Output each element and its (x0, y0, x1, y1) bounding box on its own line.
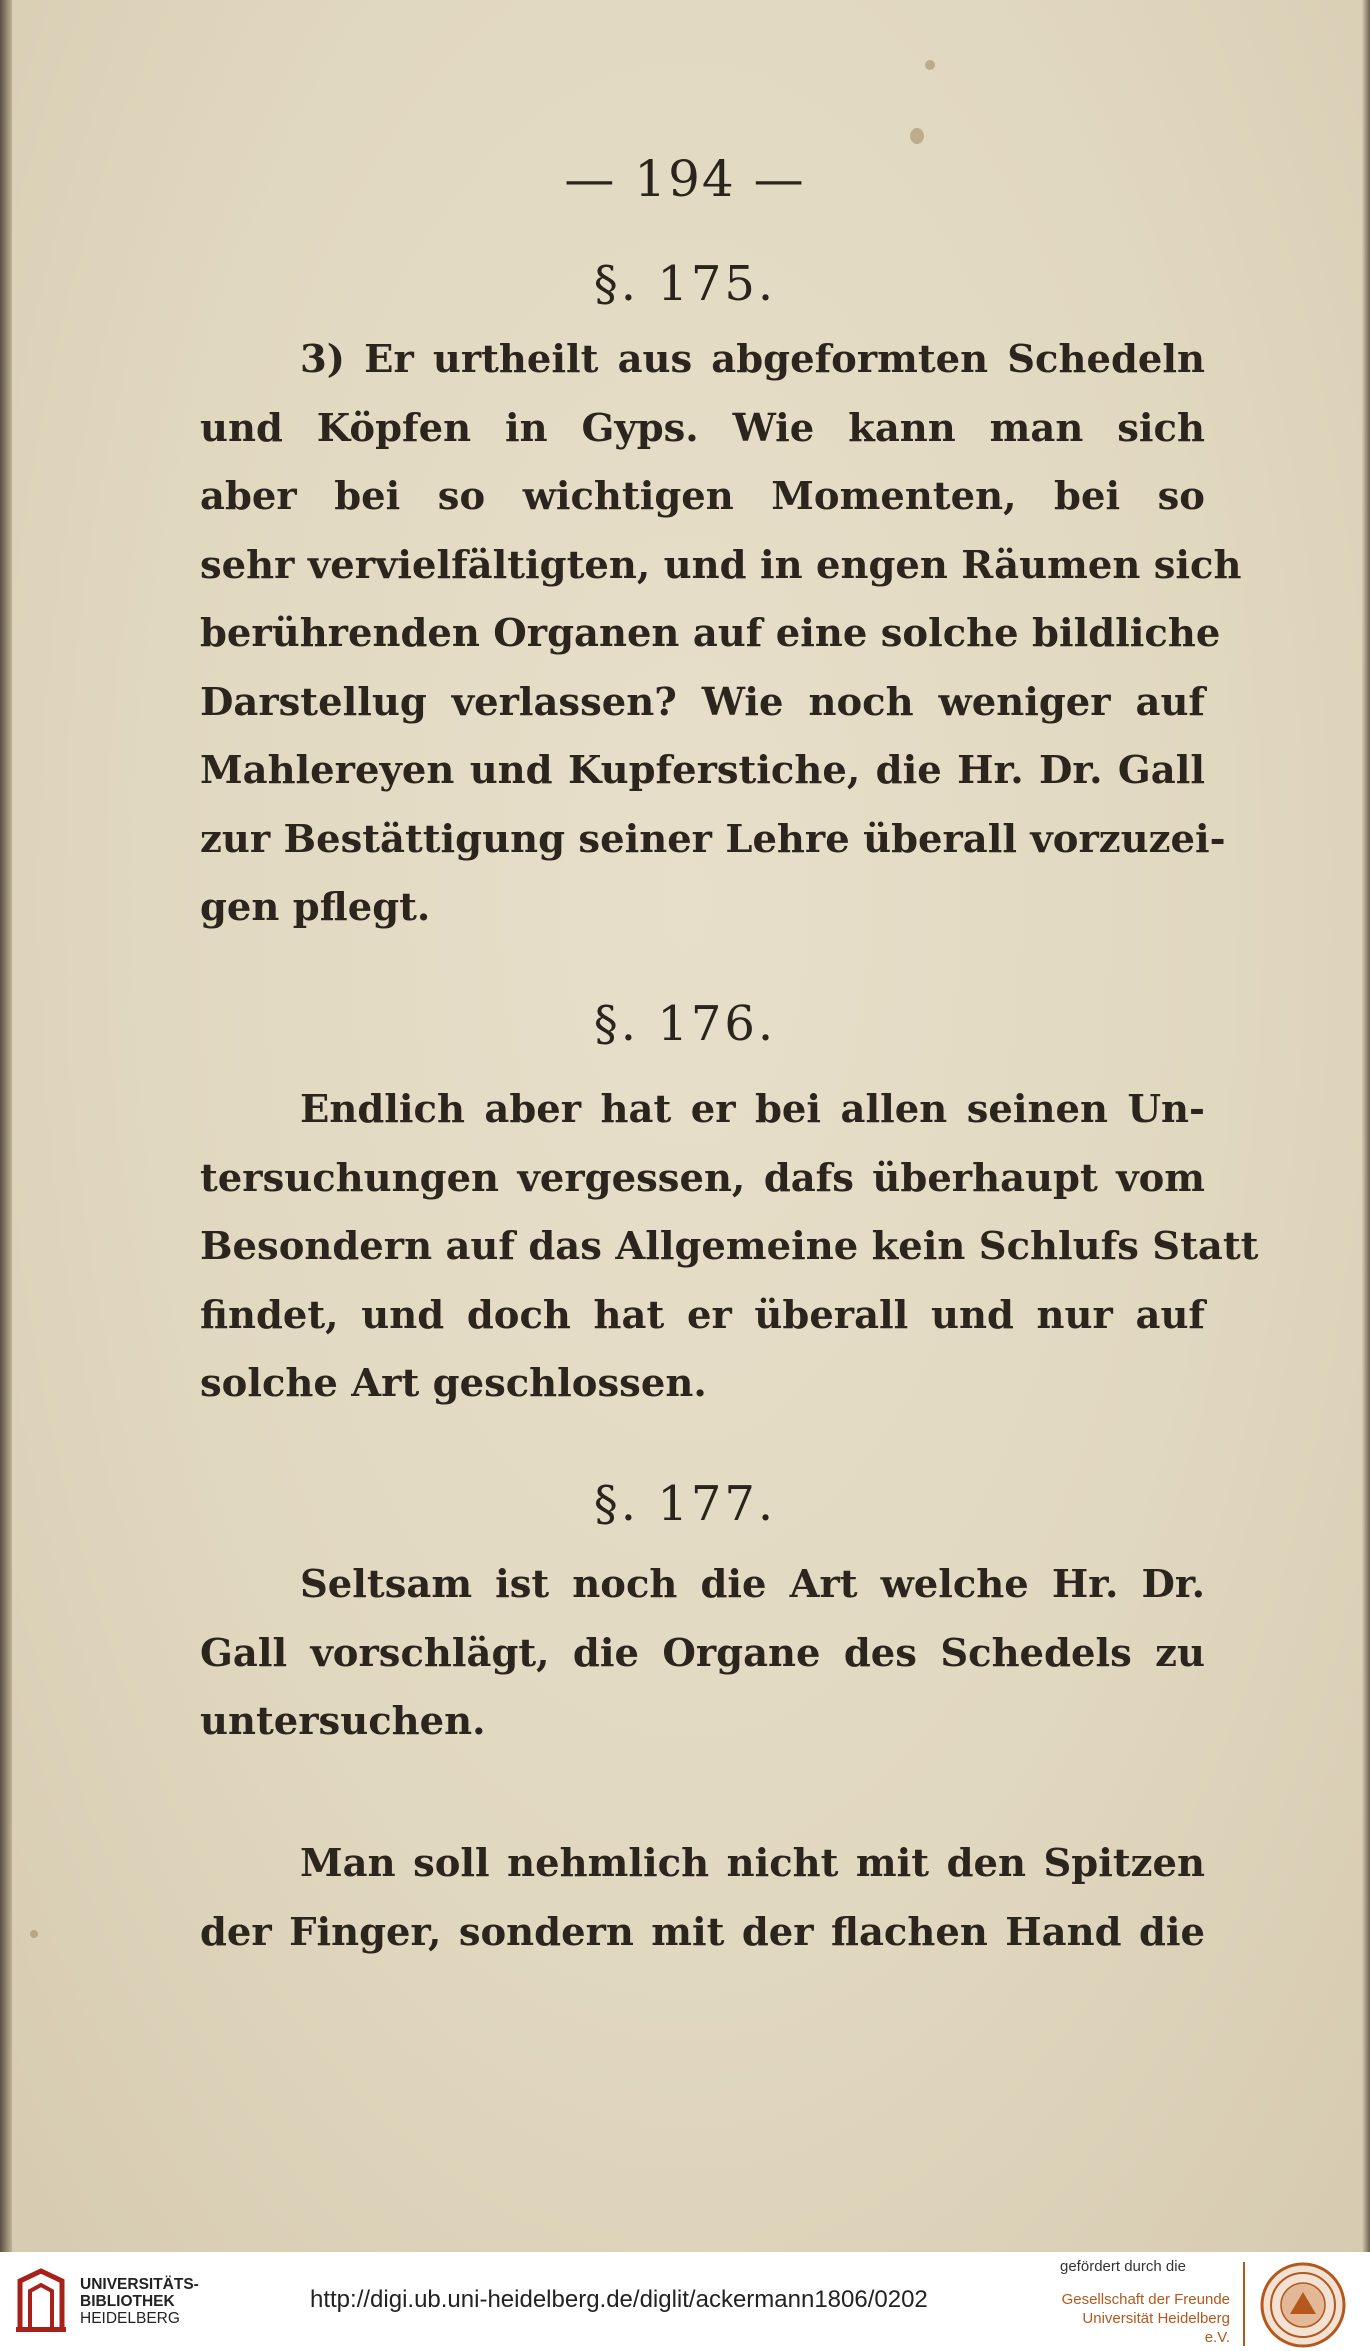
text-line: tersuchungen vergessen, dafs überhaupt vom (200, 1155, 1205, 1201)
text-line: zur Bestättigung seiner Lehre überall vorzuzei- (200, 816, 1226, 862)
society-name-line1: Gesellschaft der Freunde (1061, 2291, 1230, 2308)
text-line: Endlich aber hat er bei allen seinen Un- (300, 1087, 1205, 1132)
text-line: 3) Er urtheilt aus abgeformten Schedeln (300, 337, 1205, 382)
university-library-logo-icon (14, 2267, 68, 2337)
text-line: und Köpfen in Gyps. Wie kann man sich (200, 405, 1205, 451)
page-number: — 194 — (564, 150, 806, 208)
text-line: sehr vervielfältigten, und in engen Räumen sich (200, 542, 1242, 588)
text-line: der Finger, sondern mit der flachen Hand die (200, 1909, 1205, 1955)
paragraph-176 (200, 1076, 1259, 1419)
footer-divider (1243, 2262, 1245, 2346)
library-name-line2: BIBLIOTHEK (80, 2293, 175, 2310)
text-line: Darstellug verlassen? Wie noch weniger auf (200, 679, 1205, 725)
text-line: Seltsam ist noch die Art welche Hr. Dr. (300, 1562, 1205, 1607)
library-name-line3: HEIDELBERG (80, 2310, 180, 2327)
text-line: Besondern auf das Allgemeine kein Schlufs Statt (200, 1224, 1259, 1269)
text-line: Man soll nehmlich nicht mit den Spitzen (300, 1841, 1205, 1886)
text-line: aber bei so wichtigen Momenten, bei so (200, 474, 1205, 519)
university-seal-icon (1260, 2262, 1346, 2348)
text-line: gen pflegt. (200, 885, 431, 930)
library-name-line1: UNIVERSITÄTS- (80, 2276, 199, 2293)
text-line: Gall vorschlägt, die Organe des Schedels zu (200, 1630, 1205, 1676)
paper-stain (30, 1930, 38, 1938)
text-line: Mahlereyen und Kupferstiche, die Hr. Dr. Gall (200, 748, 1205, 793)
section-heading-175: §. 175. (593, 256, 777, 312)
paper-stain (925, 60, 935, 70)
text-line: solche Art geschlossen. (200, 1361, 707, 1406)
paper-stain (910, 128, 924, 144)
text-line: berührenden Organen auf eine solche bildliche (200, 611, 1221, 656)
paragraph-177 (200, 1551, 1205, 1757)
text-line: untersuchen. (200, 1699, 486, 1744)
paragraph-continuation (200, 1830, 1205, 1967)
society-name (1060, 2290, 1230, 2347)
paragraph-175 (200, 326, 1242, 943)
society-name-line2: Universität Heidelberg e.V. (1082, 2310, 1230, 2346)
permalink-url[interactable]: http://digi.ub.uni-heidelberg.de/diglit/ackermann1806/0202 (310, 2286, 928, 2313)
library-name (80, 2276, 199, 2327)
section-heading-177: §. 177. (593, 1476, 777, 1532)
section-heading-176: §. 176. (593, 996, 777, 1052)
text-line: findet, und doch hat er überall und nur auf (200, 1292, 1205, 1338)
funded-by-label: gefördert durch die (1060, 2258, 1186, 2275)
